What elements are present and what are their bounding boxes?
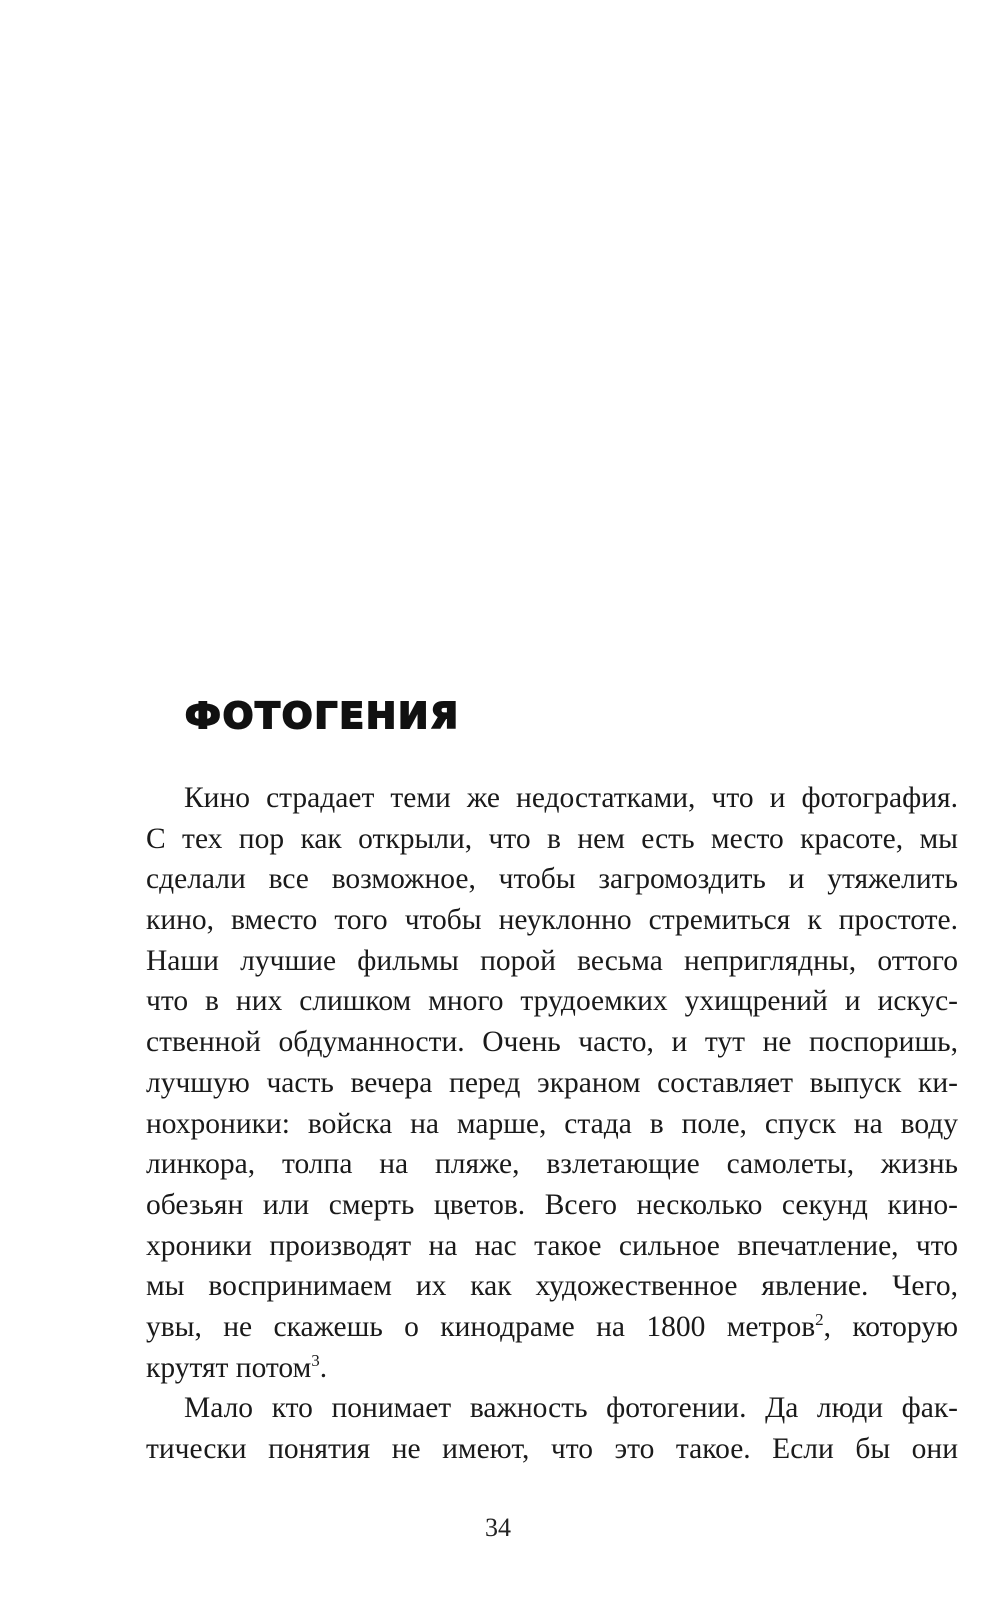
text-line: обезьян или смерть цветов. Всего несколько секунд кино- bbox=[146, 1188, 958, 1221]
footnote-ref-3: 3 bbox=[311, 1350, 320, 1370]
text-fragment: увы, не скажешь о кинодраме на 1800 метров bbox=[146, 1310, 816, 1343]
text-fragment: . bbox=[319, 1351, 328, 1384]
text-line: что в них слишком много трудоемких ухищрений и искус- bbox=[146, 985, 958, 1018]
chapter-title: ФОТОГЕНИЯ bbox=[185, 696, 460, 737]
footnote-ref-2: 2 bbox=[815, 1309, 824, 1329]
text-line: мы воспринимаем их как художественное явление. Чего, bbox=[146, 1270, 958, 1303]
text-line bbox=[146, 1348, 958, 1389]
text-line: лучшую часть вечера перед экраном составляет выпуск ки- bbox=[146, 1066, 958, 1099]
text-line: нохроники: войска на марше, стада в поле, спуск на воду bbox=[146, 1107, 958, 1140]
text-line: линкора, толпа на пляже, взлетающие самолеты, жизнь bbox=[146, 1148, 958, 1181]
text-fragment: крутят потом bbox=[146, 1351, 312, 1384]
text-line: С тех пор как открыли, что в нем есть место красоте, мы bbox=[146, 822, 958, 855]
text-line: Мало кто понимает важность фотогении. Да люди фак- bbox=[184, 1392, 958, 1425]
text-line: Наши лучшие фильмы порой весьма неприглядны, оттого bbox=[146, 944, 958, 977]
text-line: Кино страдает теми же недостатками, что и фотография. bbox=[184, 782, 958, 814]
text-line bbox=[146, 1307, 958, 1348]
text-line: сделали все возможное, чтобы загромоздить и утяжелить bbox=[146, 863, 958, 896]
text-line: кино, вместо того чтобы неуклонно стремиться к простоте. bbox=[146, 904, 958, 937]
text-line: хроники производят на нас такое сильное впечатление, что bbox=[146, 1229, 958, 1262]
text-fragment: , которую bbox=[823, 1310, 958, 1343]
page-number: 34 bbox=[485, 1513, 511, 1542]
text-line: тически понятия не имеют, что это такое. Если бы они bbox=[146, 1433, 958, 1465]
body-text bbox=[146, 778, 958, 1470]
text-line: ственной обдуманности. Очень часто, и тут не поспоришь, bbox=[146, 1026, 958, 1059]
